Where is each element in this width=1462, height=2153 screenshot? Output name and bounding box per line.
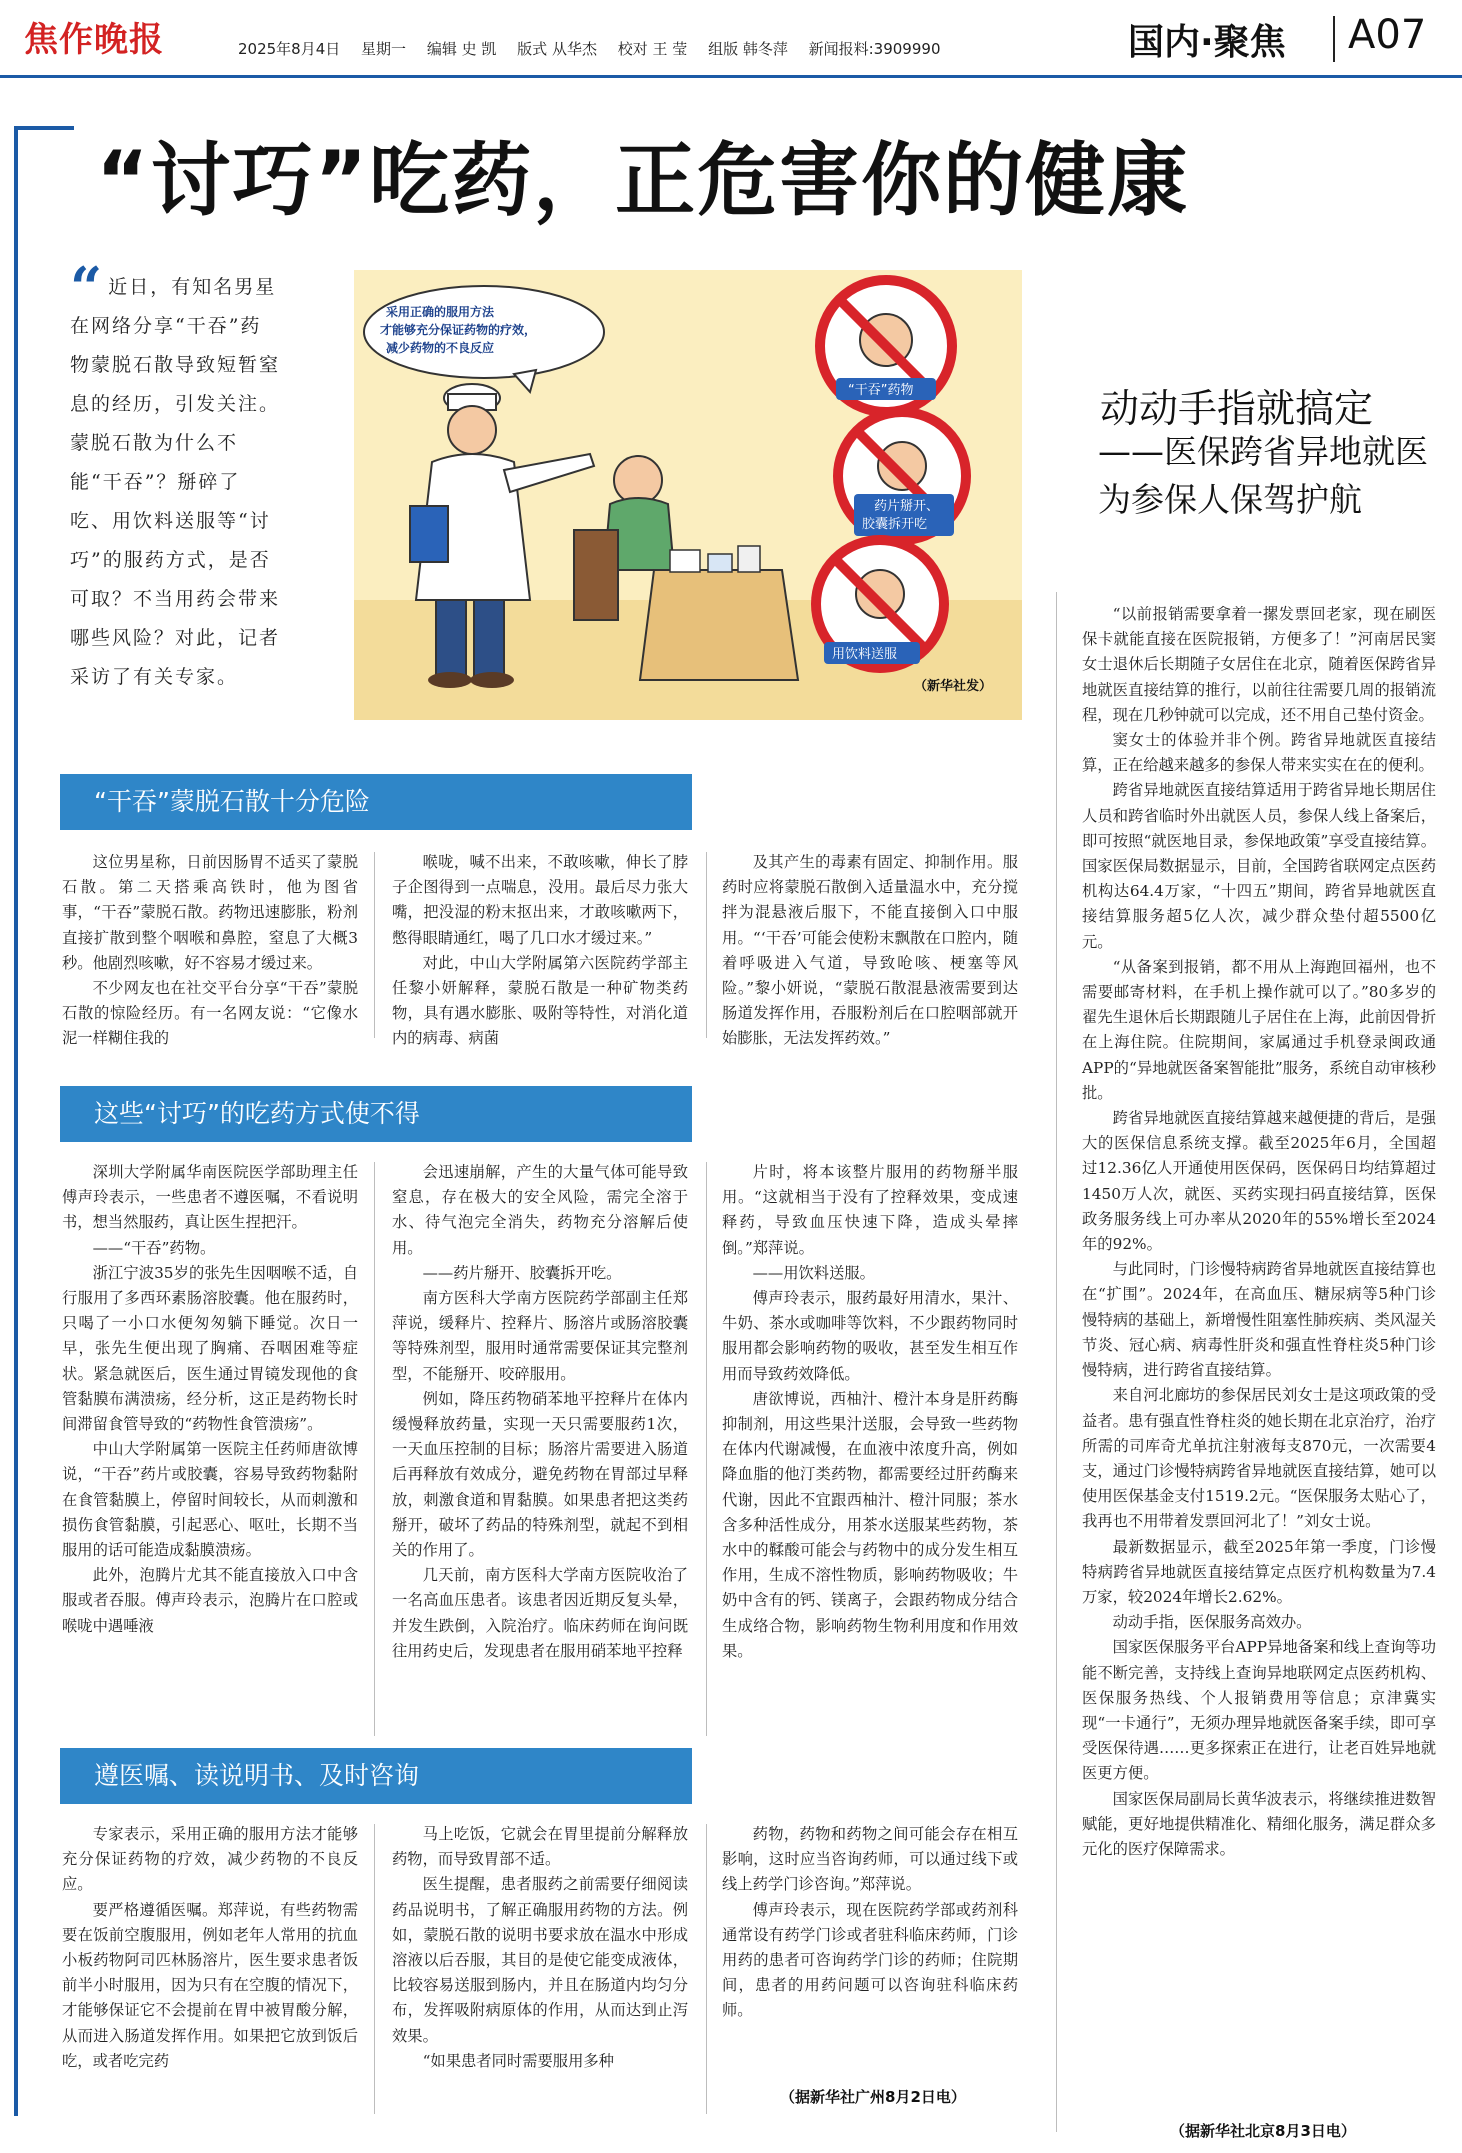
paragraph: 马上吃饭，它就会在胃里提前分解释放药物，而导致胃部不适。	[392, 1825, 688, 1869]
issue-weekday: 星期一	[361, 40, 407, 58]
issue-date: 2025年8月4日	[238, 40, 341, 58]
paragraph: 最新数据显示，截至2025年第一季度，门诊慢特病跨省异地就医直接结算定点医疗机构数量为7.4万家，较2024年增长2.62%。	[1082, 1537, 1436, 1606]
masthead-divider	[1333, 16, 1335, 62]
paragraph: 此外，泡腾片尤其不能直接放入口中含服或者吞服。傅声玲表示，泡腾片在口腔或喉咙中遇唾液	[62, 1566, 358, 1635]
paragraph: 药物，药物和药物之间可能会存在相互影响，这时应当咨询药师，可以通过线下或线上药学门诊咨询。”郑萍说。	[722, 1825, 1018, 1894]
paragraph: 来自河北廊坊的参保居民刘女士是这项政策的受益者。患有强直性脊柱炎的她长期在北京治疗，治疗所需的司库奇尤单抗注射液每支870元，一次需要4支，通过门诊慢特病跨省异地就医直接结算，她可以使用医保基金支付1519.2元。“医保服务太贴心了，我再也不用带着发票回河北了！”刘女士说。	[1082, 1386, 1436, 1531]
speech-line-1: 采用正确的服用方法	[386, 305, 495, 319]
sidebar-subtitle: ——医保跨省异地就医为参保人保驾护航	[1098, 432, 1428, 519]
proof-credit: 校对 王 莹	[617, 40, 688, 58]
paragraph: 深圳大学附属华南医院医学部助理主任傅声玲表示，一些患者不遵医嘱，不看说明书，想当然服药，真让医生捏把汗。	[62, 1163, 358, 1232]
paragraph: 医生提醒，患者服药之前需要仔细阅读药品说明书，了解正确服用药物的方法。例如，蒙脱石散的说明书要求放在温水中形成溶液以后吞服，其目的是使它能变成液体，比较容易送服到肠内，并且在肠道内均匀分布，发挥吸附病原体的作用，从而达到止泻效果。	[392, 1875, 688, 2045]
group-credit: 组版 韩冬萍	[708, 40, 788, 58]
sidebar-body	[1082, 602, 1436, 1862]
speech-line-3: 减少药物的不良反应	[386, 341, 495, 355]
paragraph: “如果患者同时需要服用多种	[422, 2051, 614, 2070]
table-cloth	[640, 570, 798, 680]
paragraph: ——药片掰开、胶囊拆开吃。	[422, 1263, 622, 1282]
warning-label-2a: 药片掰开、	[874, 499, 940, 514]
article-headline: “讨巧”吃药，正危害你的健康	[96, 134, 1190, 227]
section3-col2	[392, 1822, 688, 2122]
warning-label-2b: 胶囊拆开吃	[862, 517, 928, 532]
paragraph: 中山大学附属第一医院主任药师唐欲博说，“干吞”药片或胶囊，容易导致药物黏附在食管黏膜上，停留时间较长，从而刺激和损伤食管黏膜，引起恶心、呕吐，长期不当服用的话可能造成黏膜溃疡。	[62, 1440, 358, 1560]
issue-meta	[238, 38, 956, 59]
section1-banner: “干吞”蒙脱石散十分危险	[60, 774, 692, 830]
paragraph: 会迅速崩解，产生的大量气体可能导致窒息，存在极大的安全风险，需完全溶于水、待气泡完全消失，药物充分溶解后使用。	[392, 1163, 688, 1257]
section2-col2	[392, 1160, 688, 1738]
page-number: A07	[1348, 12, 1427, 58]
paragraph: 片时，将本该整片服用的药物掰半服用。“这就相当于没有了控释效果，变成速释药，导致血压快速下降，造成头晕摔倒。”郑萍说。	[722, 1163, 1018, 1257]
frame-accent-top	[14, 126, 74, 130]
paragraph: 几天前，南方医科大学南方医院收治了一名高血压患者。该患者因近期反复头晕，并发生跌倒，入院治疗。临床药师在询问既往用药史后，发现患者在服用硝苯地平控释	[392, 1566, 688, 1660]
news-hotline: 新闻报料:3909990	[808, 40, 941, 58]
column-rule	[706, 1824, 707, 2114]
paragraph: 及其产生的毒素有固定、抑制作用。服药时应将蒙脱石散倒入适量温水中，充分搅拌为混悬液后服下，不能直接倒入口中服用。“‘干吞’可能会使粉末飘散在口腔内，随着呼吸进入气道，导致呛咳、梗塞等风险。”黎小妍说，“蒙脱石散混悬液需要到达肠道发挥作用，吞服粉剂后在口腔咽部就开始膨胀，无法发挥药效。”	[722, 853, 1018, 1048]
paragraph: 要严格遵循医嘱。郑萍说，有些药物需要在饭前空腹服用，例如老年人常用的抗血小板药物阿司匹林肠溶片，医生要求患者饭前半小时服用，因为只有在空腹的情况下，才能够保证它不会提前在胃中被胃酸分解，从而进入肠道发挥作用。如果把它放到饭后吃，或者吃完药	[62, 1900, 358, 2070]
cartoon-svg	[354, 270, 1022, 720]
speech-line-2: 才能够充分保证药物的疗效，	[380, 323, 537, 337]
warning-drink-pill	[816, 540, 944, 668]
cartoon-illustration	[354, 270, 1022, 720]
sidebar-title: 动动手指就搞定	[1100, 387, 1374, 432]
paragraph: 国家医保服务平台APP异地备案和线上查询等功能不断完善，支持线上查询异地联网定点医药机构、医保服务热线、个人报销费用等信息；京津冀实现“一卡通行”，无须办理异地就医备案手续，即可享受医保待遇……更多探索正在进行，让老百姓异地就医更方便。	[1082, 1638, 1436, 1783]
layout-credit: 版式 从华杰	[517, 40, 597, 58]
section2-col1	[62, 1160, 358, 1738]
section3-col3	[722, 1822, 1018, 2082]
section2-banner: 这些“讨巧”的吃药方式使不得	[60, 1086, 692, 1142]
warning-label-1: “干吞”药物	[848, 383, 914, 398]
paragraph: 专家表示，采用正确的服用方法才能够充分保证药物的疗效，减少药物的不良反应。	[62, 1825, 358, 1894]
paragraph: “以前报销需要拿着一摞发票回老家，现在刷医保卡就能直接在医院报销，方便多了！”河南居民窦女士退休后长期随子女居住在北京，随着医保跨省异地就医直接结算的推行，以前往往需要几周的报销流程，现在几秒钟就可以完成，还不用自己垫付资金。	[1082, 605, 1436, 724]
paragraph: 跨省异地就医直接结算越来越便捷的背后，是强大的医保信息系统支撑。截至2025年6月，全国超过12.36亿人开通使用医保码，医保码日均结算超过1450万人次，就医、买药实现扫码直接结算，医保政务服务线上可办率从2020年的55%增长至2024年的92%。	[1082, 1109, 1436, 1254]
article-source: （据新华社广州8月2日电）	[780, 2088, 966, 2106]
column-rule	[374, 1162, 375, 1736]
section-name: 国内·聚焦	[1128, 22, 1286, 63]
paragraph: 跨省异地就医直接结算适用于跨省异地长期居住人员和跨省临时外出就医人员，参保人线上备案后，即可按照“就医地目录，参保地政策”享受直接结算。国家医保局数据显示，目前，全国跨省联网定点医药机构达64.4万家，“十四五”期间，跨省异地就医直接结算服务超5亿人次，减少群众垫付超5500亿元。	[1082, 781, 1436, 951]
section1-col2	[392, 850, 688, 1048]
lead-text: 近日，有知名男星在网络分享“干吞”药物蒙脱石散导致短暂窒息的经历，引发关注。蒙脱石散为什么不能“干吞”？掰碎了吃、用饮料送服等“讨巧”的服药方式，是否可取？不当用药会带来哪些风险？对此，记者采访了有关专家。	[70, 276, 281, 688]
paragraph: ——用饮料送服。	[752, 1263, 875, 1282]
sidebar-divider	[1056, 592, 1057, 2132]
warning-dry-swallow	[820, 280, 952, 412]
column-rule	[706, 1162, 707, 1736]
paragraph: 动动手指，医保服务高效办。	[1112, 1613, 1312, 1632]
paragraph: 国家医保局副局长黄华波表示，将继续推进数智赋能，更好地提供精准化、精细化服务，满足群众多元化的医疗保障需求。	[1082, 1789, 1436, 1858]
paragraph: 傅声玲表示，服药最好用清水，果汁、牛奶、茶水或咖啡等饮料，不少跟药物同时服用都会影响药物的吸收，甚至发生相互作用而导致药效降低。	[722, 1289, 1018, 1383]
paragraph: 与此同时，门诊慢特病跨省异地就医直接结算也在“扩围”。2024年，在高血压、糖尿病等5种门诊慢特病的基础上，新增慢性阻塞性肺疾病、类风湿关节炎、冠心病、病毒性肝炎和强直性脊柱炎5种门诊慢特病，进行跨省直接结算。	[1082, 1260, 1436, 1380]
sidebar-source: （据新华社北京8月3日电）	[1170, 2122, 1356, 2140]
column-rule	[706, 852, 707, 1038]
warning-label-3: 用饮料送服	[832, 647, 898, 662]
newspaper-logo: 焦作晚报	[24, 20, 164, 60]
paragraph: 例如，降压药物硝苯地平控释片在体内缓慢释放药量，实现一天只需要服药1次，一天血压控制的目标；肠溶片需要进入肠道后再释放有效成分，避免药物在胃部过早释放，刺激食道和胃黏膜。如果患者把这类药掰开，破坏了药品的特殊剂型，就起不到相关的作用了。	[392, 1389, 688, 1560]
article-lead	[70, 255, 282, 697]
paragraph: 傅声玲表示，现在医院药学部或药剂科通常设有药学门诊或者驻科临床药师，门诊用药的患者可咨询药学门诊的药师；住院期间，患者的用药问题可以咨询驻科临床药师。	[722, 1900, 1018, 2020]
paragraph: “从备案到报销，都不用从上海跑回福州，也不需要邮寄材料，在手机上操作就可以了。”80多岁的翟先生退休后长期跟随儿子居住在上海，此前因骨折在上海住院。住院期间，家属通过手机登录闽政通APP的“异地就医备案智能批”服务，系统自动审核秒批。	[1082, 957, 1436, 1102]
section3-banner: 遵医嘱、读说明书、及时咨询	[60, 1748, 692, 1804]
paragraph: 对此，中山大学附属第六医院药学部主任黎小妍解释，蒙脱石散是一种矿物类药物，具有遇水膨胀、吸附等特性，对消化道内的病毒、病菌	[392, 953, 688, 1048]
paragraph: 不少网友也在社交平台分享“干吞”蒙脱石散的惊险经历。有一名网友说：“它像水泥一样糊住我的	[62, 979, 358, 1048]
section1-col1	[62, 850, 358, 1048]
illustration-credit: （新华社发）	[914, 679, 993, 694]
quote-mark-icon: “	[70, 255, 105, 321]
column-rule	[374, 852, 375, 1038]
paragraph: 喉咙，喊不出来，不敢咳嗽，伸长了脖子企图得到一点喘息，没用。最后尽力张大嘴，把没湿的粉末抠出来，才敢咳嗽两下，憋得眼睛通红，喝了几口水才缓过来。”	[392, 853, 688, 947]
warning-break-pill	[838, 412, 966, 540]
masthead	[0, 0, 1462, 78]
section2-col3	[722, 1160, 1018, 1738]
paragraph: 这位男星称，日前因肠胃不适买了蒙脱石散。第二天搭乘高铁时，他为图省事，“干吞”蒙脱石散。药物迅速膨胀，粉剂直接扩散到整个咽喉和鼻腔，窒息了大概3秒。他剧烈咳嗽，好不容易才缓过来。	[62, 853, 358, 972]
paragraph: 南方医科大学南方医院药学部副主任郑萍说，缓释片、控释片、肠溶片或肠溶胶囊等特殊剂型，服用时通常需要保证其完整剂型，不能掰开、咬碎服用。	[392, 1289, 688, 1383]
column-rule	[374, 1824, 375, 2114]
frame-accent-left	[14, 126, 18, 2116]
editor-credit: 编辑 史 凯	[426, 40, 497, 58]
paragraph: ——“干吞”药物。	[92, 1238, 216, 1257]
paragraph: 唐欲博说，西柚汁、橙汁本身是肝药酶抑制剂，用这些果汁送服，会导致一些药物在体内代谢减慢，在血液中浓度升高，例如降血脂的他汀类药物，都需要经过肝药酶来代谢，因此不宜跟西柚汁、橙汁同服；茶水含多种活性成分，用茶水送服某些药物，茶水中的鞣酸可能会与药物中的成分发生相互作用，生成不溶性物质，影响药物吸收；牛奶中含有的钙、镁离子，会跟药物成分结合生成络合物，影响药物生物利用度和作用效果。	[722, 1389, 1018, 1660]
paragraph: 窦女士的体验并非个例。跨省异地就医直接结算，正在给越来越多的参保人带来实实在在的便利。	[1082, 731, 1436, 775]
section3-col1	[62, 1822, 358, 2122]
section1-col3	[722, 850, 1018, 1048]
paragraph: 浙江宁波35岁的张先生因咽喉不适，自行服用了多西环素肠溶胶囊。他在服药时，只喝了一小口水便匆匆躺下睡觉。次日一早，张先生便出现了胸痛、吞咽困难等症状。紧急就医后，医生通过胃镜发现他的食管黏膜布满溃疡，经分析，这正是药物长时间滞留食管导致的“药物性食管溃疡”。	[62, 1263, 358, 1434]
